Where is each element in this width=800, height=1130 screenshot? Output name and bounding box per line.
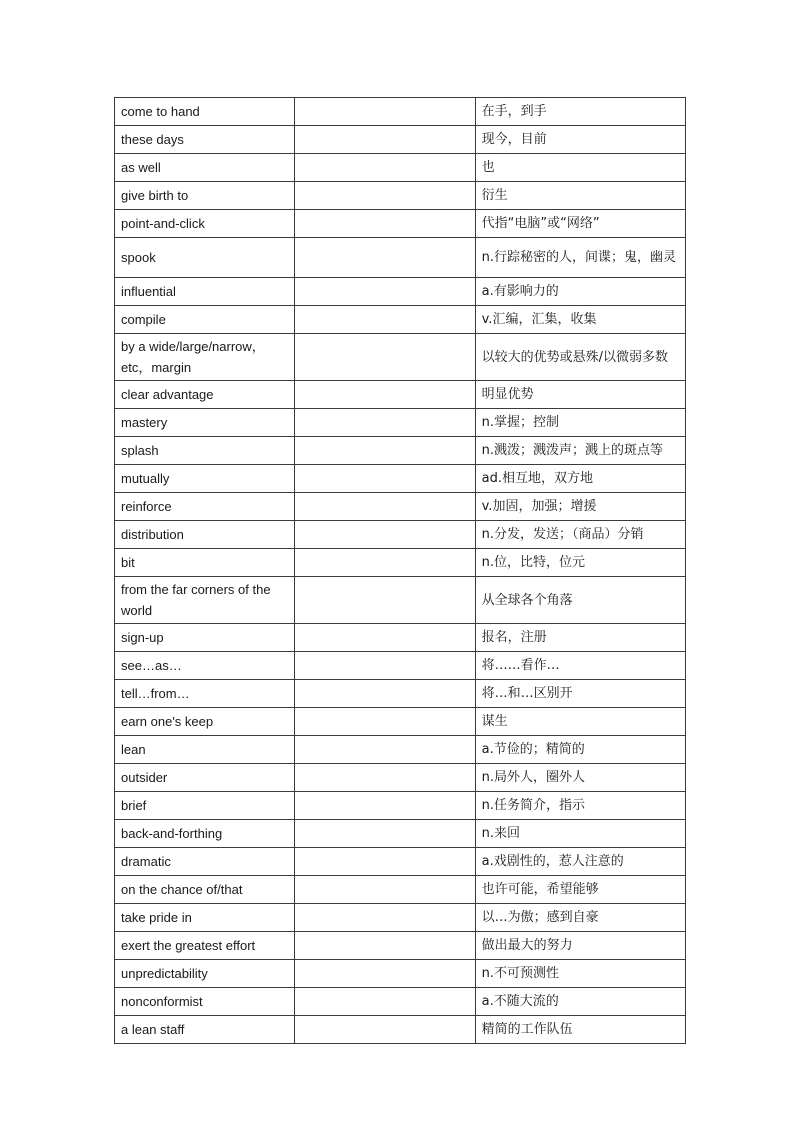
term-cell: reinforce (115, 493, 295, 521)
blank-cell (295, 182, 475, 210)
table-row (115, 848, 686, 876)
vocabulary-table (114, 97, 686, 1044)
term-cell: see…as… (115, 652, 295, 680)
blank-cell (295, 652, 475, 680)
term-cell: come to hand (115, 98, 295, 126)
blank-cell (295, 521, 475, 549)
definition-cell: ad.相互地，双方地 (475, 465, 685, 493)
blank-cell (295, 409, 475, 437)
table-row (115, 736, 686, 764)
blank-cell (295, 493, 475, 521)
term-cell: back-and-forthing (115, 820, 295, 848)
table-row (115, 988, 686, 1016)
blank-cell (295, 98, 475, 126)
table-row (115, 1016, 686, 1044)
term-cell: spook (115, 238, 295, 278)
table-row (115, 437, 686, 465)
term-cell: a lean staff (115, 1016, 295, 1044)
table-row (115, 764, 686, 792)
term-cell: exert the greatest effort (115, 932, 295, 960)
blank-cell (295, 736, 475, 764)
table-row (115, 238, 686, 278)
term-cell: outsider (115, 764, 295, 792)
blank-cell (295, 437, 475, 465)
table-row (115, 549, 686, 577)
term-cell: nonconformist (115, 988, 295, 1016)
definition-cell: 精简的工作队伍 (475, 1016, 685, 1044)
definition-cell: 以较大的优势或悬殊/以微弱多数 (475, 334, 685, 381)
definition-cell: 谋生 (475, 708, 685, 736)
blank-cell (295, 932, 475, 960)
term-cell: splash (115, 437, 295, 465)
term-cell: clear advantage (115, 381, 295, 409)
definition-cell: v.加固，加强；增援 (475, 493, 685, 521)
blank-cell (295, 238, 475, 278)
table-row (115, 820, 686, 848)
table-row (115, 708, 686, 736)
definition-cell: a.有影响力的 (475, 278, 685, 306)
blank-cell (295, 381, 475, 409)
table-row (115, 876, 686, 904)
definition-cell: n.行踪秘密的人，间谍；鬼，幽灵 (475, 238, 685, 278)
table-row (115, 493, 686, 521)
table-row (115, 680, 686, 708)
table-row (115, 334, 686, 381)
term-cell: give birth to (115, 182, 295, 210)
table-row (115, 652, 686, 680)
definition-cell: a.节俭的；精简的 (475, 736, 685, 764)
definition-cell: 明显优势 (475, 381, 685, 409)
blank-cell (295, 306, 475, 334)
table-row (115, 98, 686, 126)
table-row (115, 624, 686, 652)
table-row (115, 306, 686, 334)
term-cell: influential (115, 278, 295, 306)
blank-cell (295, 334, 475, 381)
definition-cell: 以…为傲；感到自豪 (475, 904, 685, 932)
term-cell: brief (115, 792, 295, 820)
definition-cell: n.分发，发送；（商品）分销 (475, 521, 685, 549)
term-cell: sign-up (115, 624, 295, 652)
blank-cell (295, 820, 475, 848)
definition-cell: 将……看作… (475, 652, 685, 680)
table-row (115, 278, 686, 306)
definition-cell: 现今，目前 (475, 126, 685, 154)
definition-cell: 代指“电脑”或“网络” (475, 210, 685, 238)
definition-cell: n.位，比特，位元 (475, 549, 685, 577)
definition-cell: 做出最大的努力 (475, 932, 685, 960)
table-row (115, 381, 686, 409)
blank-cell (295, 876, 475, 904)
term-cell: lean (115, 736, 295, 764)
definition-cell: n.掌握；控制 (475, 409, 685, 437)
table-row (115, 792, 686, 820)
definition-cell: n.局外人，圈外人 (475, 764, 685, 792)
definition-cell: 从全球各个角落 (475, 577, 685, 624)
blank-cell (295, 848, 475, 876)
blank-cell (295, 154, 475, 182)
term-cell: bit (115, 549, 295, 577)
definition-cell: 在手，到手 (475, 98, 685, 126)
definition-cell: 衍生 (475, 182, 685, 210)
table-row (115, 465, 686, 493)
term-cell: unpredictability (115, 960, 295, 988)
term-cell: dramatic (115, 848, 295, 876)
blank-cell (295, 988, 475, 1016)
term-cell: by a wide/large/narrow，etc，margin (115, 334, 295, 381)
definition-cell: 报名，注册 (475, 624, 685, 652)
blank-cell (295, 708, 475, 736)
table-row (115, 210, 686, 238)
blank-cell (295, 680, 475, 708)
table-row (115, 154, 686, 182)
term-cell: on the chance of/that (115, 876, 295, 904)
blank-cell (295, 960, 475, 988)
definition-cell: a.戏剧性的，惹人注意的 (475, 848, 685, 876)
term-cell: distribution (115, 521, 295, 549)
term-cell: point-and-click (115, 210, 295, 238)
definition-cell: n.不可预测性 (475, 960, 685, 988)
definition-cell: n.任务简介，指示 (475, 792, 685, 820)
definition-cell: v.汇编，汇集，收集 (475, 306, 685, 334)
blank-cell (295, 126, 475, 154)
blank-cell (295, 465, 475, 493)
definition-cell: 也 (475, 154, 685, 182)
blank-cell (295, 278, 475, 306)
term-cell: compile (115, 306, 295, 334)
table-row (115, 577, 686, 624)
term-cell: from the far corners of the world (115, 577, 295, 624)
definition-cell: 将…和…区别开 (475, 680, 685, 708)
table-row (115, 521, 686, 549)
blank-cell (295, 210, 475, 238)
blank-cell (295, 577, 475, 624)
definition-cell: n.来回 (475, 820, 685, 848)
definition-cell: n.溅泼；溅泼声；溅上的斑点等 (475, 437, 685, 465)
blank-cell (295, 624, 475, 652)
table-row (115, 960, 686, 988)
blank-cell (295, 764, 475, 792)
term-cell: these days (115, 126, 295, 154)
blank-cell (295, 792, 475, 820)
term-cell: as well (115, 154, 295, 182)
table-row (115, 126, 686, 154)
table-row (115, 904, 686, 932)
term-cell: tell…from… (115, 680, 295, 708)
term-cell: earn one's keep (115, 708, 295, 736)
blank-cell (295, 904, 475, 932)
table-row (115, 409, 686, 437)
definition-cell: 也许可能，希望能够 (475, 876, 685, 904)
term-cell: take pride in (115, 904, 295, 932)
term-cell: mastery (115, 409, 295, 437)
definition-cell: a.不随大流的 (475, 988, 685, 1016)
term-cell: mutually (115, 465, 295, 493)
table-row (115, 932, 686, 960)
blank-cell (295, 549, 475, 577)
blank-cell (295, 1016, 475, 1044)
table-row (115, 182, 686, 210)
